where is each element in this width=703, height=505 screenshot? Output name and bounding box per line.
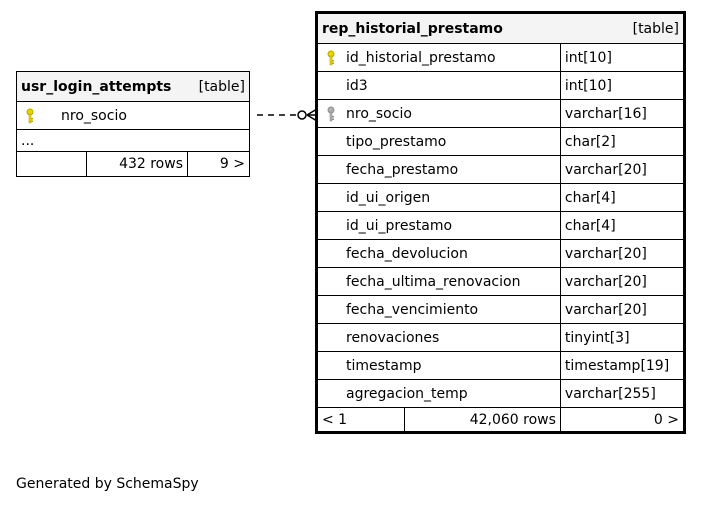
table-row[interactable] — [317, 100, 685, 128]
table-row[interactable] — [317, 380, 685, 408]
ellipsis: ... — [17, 130, 250, 152]
column-name[interactable]: nro_socio — [61, 107, 127, 124]
column-name[interactable]: id_historial_prestamo — [346, 49, 496, 66]
column-type: int[10] — [560, 72, 684, 100]
table-header — [317, 13, 685, 44]
column-name[interactable]: fecha_devolucion — [346, 245, 468, 262]
table-row[interactable] — [317, 296, 685, 324]
parents-link[interactable]: < 1 — [317, 408, 405, 433]
column-type: varchar[255] — [560, 380, 684, 408]
column-type: char[2] — [560, 128, 684, 156]
column-type: timestamp[19] — [560, 352, 684, 380]
children-link[interactable]: 9 > — [188, 152, 250, 177]
column-type: varchar[20] — [560, 156, 684, 184]
row-count: 42,060 rows — [405, 408, 561, 433]
column-name[interactable]: id_ui_origen — [346, 189, 431, 206]
column-type: varchar[20] — [560, 296, 684, 324]
primary-key-icon — [25, 108, 35, 124]
table-row[interactable] — [317, 324, 685, 352]
column-name[interactable]: fecha_prestamo — [346, 161, 459, 178]
column-name[interactable]: nro_socio — [346, 105, 412, 122]
column-type: varchar[20] — [560, 240, 684, 268]
table-row[interactable] — [317, 240, 685, 268]
table-row[interactable] — [317, 212, 685, 240]
table-kind: [table] — [632, 20, 679, 37]
table-name[interactable]: usr_login_attempts — [21, 78, 172, 95]
table-kind: [table] — [198, 78, 245, 95]
column-type: tinyint[3] — [560, 324, 684, 352]
table-row[interactable] — [317, 44, 685, 72]
column-type: char[4] — [560, 184, 684, 212]
table-footer — [317, 408, 685, 433]
column-name[interactable]: renovaciones — [346, 329, 440, 346]
primary-key-icon — [326, 50, 336, 66]
column-type: char[4] — [560, 212, 684, 240]
table-footer — [17, 152, 250, 177]
row-count: 432 rows — [87, 152, 188, 177]
table-rep-historial-prestamo[interactable] — [315, 11, 686, 434]
table-row[interactable] — [17, 102, 250, 130]
table-row[interactable] — [317, 268, 685, 296]
column-name[interactable]: tipo_prestamo — [346, 133, 447, 150]
column-name[interactable]: fecha_vencimiento — [346, 301, 479, 318]
table-row[interactable] — [317, 352, 685, 380]
table-row[interactable] — [317, 72, 685, 100]
table-usr-login-attempts[interactable] — [16, 71, 250, 177]
parents-cell — [17, 152, 87, 177]
column-name[interactable]: agregacion_temp — [346, 385, 468, 402]
table-row[interactable] — [317, 128, 685, 156]
table-row[interactable] — [317, 156, 685, 184]
generated-by-credit: Generated by SchemaSpy — [16, 476, 199, 492]
zero-or-many-circle — [298, 111, 306, 119]
column-name[interactable]: timestamp — [346, 357, 422, 374]
table-row[interactable] — [317, 184, 685, 212]
foreign-key-icon — [326, 106, 336, 122]
column-name[interactable]: fecha_ultima_renovacion — [346, 273, 521, 290]
children-link[interactable]: 0 > — [560, 408, 684, 433]
table-name[interactable]: rep_historial_prestamo — [322, 20, 503, 37]
column-type: int[10] — [560, 44, 684, 72]
column-type: varchar[16] — [560, 100, 684, 128]
more-columns-row — [17, 130, 250, 152]
column-name[interactable]: id3 — [346, 77, 368, 94]
table-header — [17, 72, 250, 102]
column-type: varchar[20] — [560, 268, 684, 296]
column-name[interactable]: id_ui_prestamo — [346, 217, 453, 234]
